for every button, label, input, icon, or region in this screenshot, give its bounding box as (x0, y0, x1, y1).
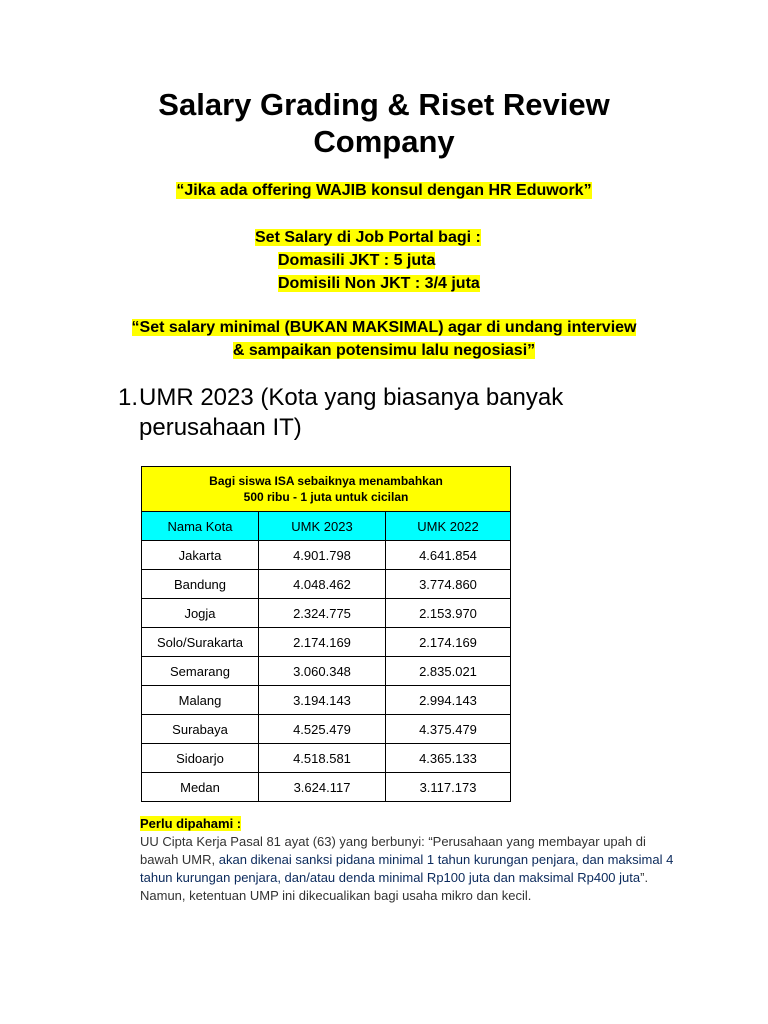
offering-note-text: “Jika ada offering WAJIB konsul dengan HR Eduwork” (176, 182, 592, 199)
table-row (142, 773, 511, 802)
table-banner-line-2: 500 ribu - 1 juta untuk cicilan (243, 490, 409, 504)
cell-umk-2022: 4.375.479 (386, 715, 511, 744)
set-salary-block (255, 226, 481, 295)
cell-umk-2022: 3.117.173 (386, 773, 511, 802)
minimal-salary-note-line-2: & sampaikan potensimu lalu negosiasi” (232, 342, 536, 359)
minimal-salary-note-line-1: “Set salary minimal (BUKAN MAKSIMAL) agar di undang interview (131, 319, 637, 336)
umk-table (141, 466, 511, 802)
table-row (142, 657, 511, 686)
cell-umk-2023: 3.624.117 (259, 773, 386, 802)
table-row (142, 686, 511, 715)
set-salary-jkt: Domasili JKT : 5 juta (278, 252, 436, 269)
cell-umk-2023: 2.324.775 (259, 599, 386, 628)
cell-umk-2023: 3.060.348 (259, 657, 386, 686)
table-banner-row (142, 467, 511, 512)
cell-umk-2023: 4.048.462 (259, 570, 386, 599)
section-heading-text: UMR 2023 (Kota yang biasanya banyak perusahaan IT) (139, 384, 564, 441)
set-salary-heading: Set Salary di Job Portal bagi : (255, 229, 481, 246)
title-line-2: Company (313, 124, 455, 159)
cell-umk-2023: 4.901.798 (259, 541, 386, 570)
law-paragraph-intro: UU Cipta Kerja Pasal 81 ayat (63) yang berbunyi: “Perusahaan yang membayar upah di bawah UMR, (140, 834, 646, 867)
table-row (142, 599, 511, 628)
table-banner-line-1: Bagi siswa ISA sebaiknya menambahkan (209, 474, 443, 488)
cell-umk-2022: 2.174.169 (386, 628, 511, 657)
cell-city: Medan (142, 773, 259, 802)
offering-note (0, 179, 768, 202)
table-row (142, 628, 511, 657)
cell-city: Jakarta (142, 541, 259, 570)
cell-umk-2022: 4.641.854 (386, 541, 511, 570)
table-row (142, 541, 511, 570)
table-row (142, 744, 511, 773)
cell-umk-2023: 2.174.169 (259, 628, 386, 657)
cell-umk-2022: 2.835.021 (386, 657, 511, 686)
cell-city: Solo/Surakarta (142, 628, 259, 657)
cell-umk-2023: 3.194.143 (259, 686, 386, 715)
table-banner (142, 467, 511, 512)
table-header-row (142, 512, 511, 541)
cell-city: Malang (142, 686, 259, 715)
law-paragraph-exception: ”. Namun, ketentuan UMP ini dikecualikan bagi usaha mikro dan kecil. (140, 870, 649, 903)
cell-city: Surabaya (142, 715, 259, 744)
table-row (142, 570, 511, 599)
section-number: 1. (118, 384, 139, 411)
cell-umk-2022: 2.153.970 (386, 599, 511, 628)
table-row (142, 715, 511, 744)
perlu-dipahami-text: Perlu dipahami : (140, 816, 242, 831)
cell-city: Jogja (142, 599, 259, 628)
cell-umk-2022: 4.365.133 (386, 744, 511, 773)
cell-city: Bandung (142, 570, 259, 599)
column-header-city: Nama Kota (142, 512, 259, 541)
cell-city: Sidoarjo (142, 744, 259, 773)
cell-umk-2022: 3.774.860 (386, 570, 511, 599)
law-paragraph (140, 833, 680, 905)
perlu-dipahami-label (140, 815, 241, 832)
column-header-umk-2022: UMK 2022 (386, 512, 511, 541)
title-line-1: Salary Grading & Riset Review (158, 87, 610, 122)
column-header-umk-2023: UMK 2023 (259, 512, 386, 541)
cell-umk-2023: 4.518.581 (259, 744, 386, 773)
minimal-salary-note (0, 316, 768, 362)
page-title (0, 86, 768, 160)
cell-umk-2022: 2.994.143 (386, 686, 511, 715)
section-heading-umr (118, 383, 678, 443)
cell-umk-2023: 4.525.479 (259, 715, 386, 744)
set-salary-non-jkt: Domisili Non JKT : 3/4 juta (278, 275, 480, 292)
cell-city: Semarang (142, 657, 259, 686)
law-paragraph-sanction: akan dikenai sanksi pidana minimal 1 tahun kurungan penjara, dan maksimal 4 tahun kurungan penjara, dan/atau denda minimal Rp100 juta dan maksimal Rp400 juta (140, 852, 674, 885)
